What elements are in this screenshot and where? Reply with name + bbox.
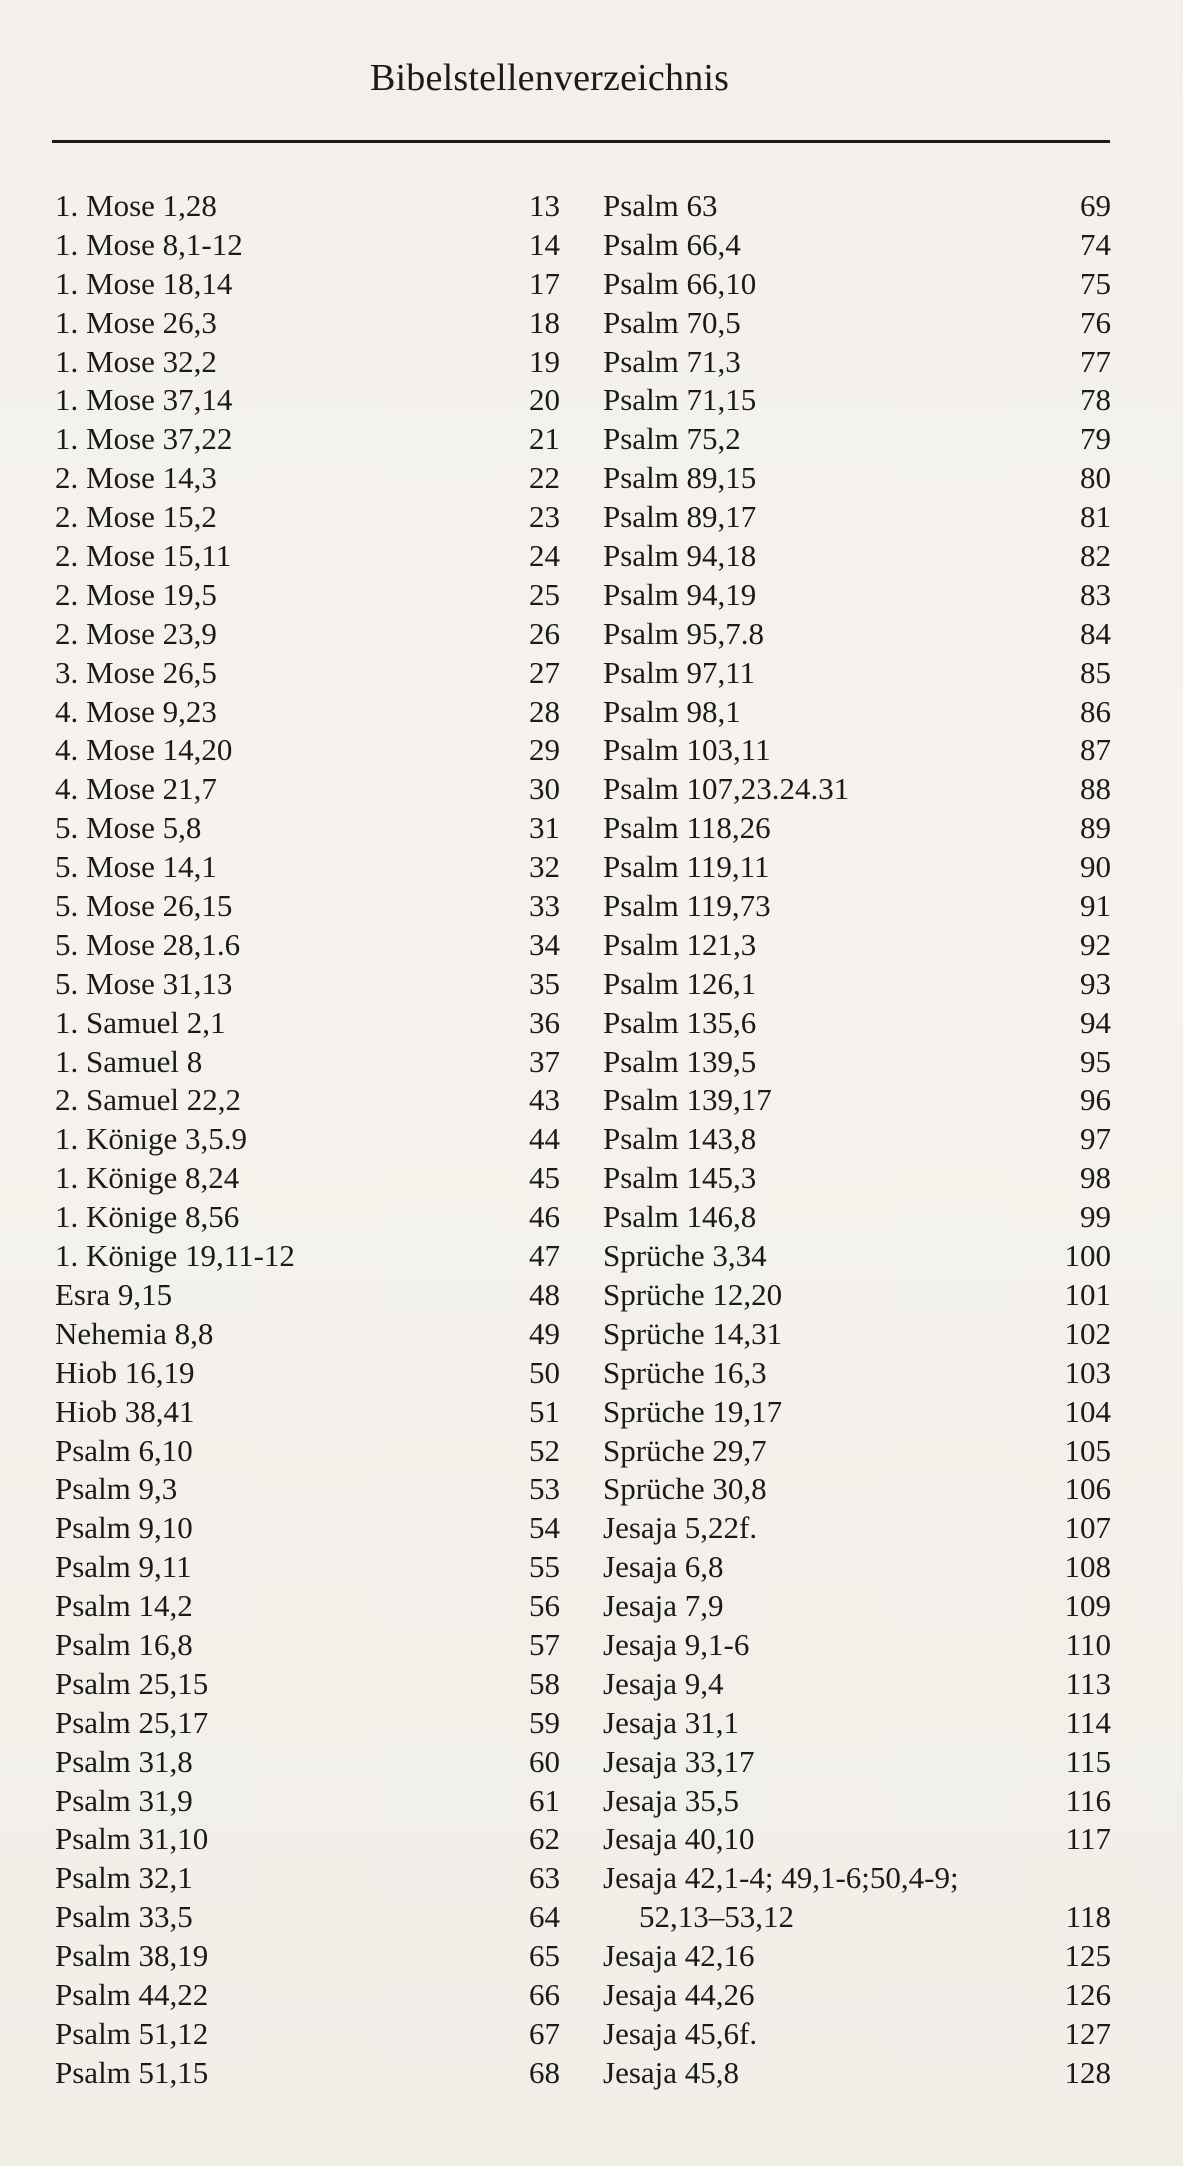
bible-reference: 1. Samuel 8 <box>55 1043 203 1079</box>
page-number: 14 <box>529 226 560 262</box>
index-entry <box>603 2015 1111 2054</box>
index-entry <box>55 1626 560 1665</box>
bible-reference: 2. Samuel 22,2 <box>55 1082 241 1118</box>
bible-reference: Psalm 70,5 <box>603 304 741 340</box>
index-entry <box>603 1782 1111 1821</box>
page-number: 83 <box>1080 576 1111 612</box>
index-entry <box>603 1937 1111 1976</box>
index-entry <box>603 848 1111 887</box>
index-entry <box>603 1432 1111 1471</box>
bible-reference: Psalm 66,4 <box>603 226 741 262</box>
index-entry <box>603 1859 1111 1898</box>
index-entry <box>55 2054 560 2093</box>
bible-reference: Psalm 89,17 <box>603 499 757 535</box>
page-number: 114 <box>1065 1704 1111 1740</box>
index-entry <box>55 1820 560 1859</box>
page-number: 76 <box>1080 304 1111 340</box>
bible-reference: Jesaja 9,4 <box>603 1665 724 1701</box>
index-entry <box>603 965 1111 1004</box>
index-entry <box>55 1548 560 1587</box>
bible-reference: Psalm 95,7.8 <box>603 615 765 651</box>
bible-reference: 2. Mose 15,11 <box>55 538 232 574</box>
page-number: 126 <box>1064 1976 1111 2012</box>
index-entry <box>603 770 1111 809</box>
page-number: 115 <box>1065 1743 1111 1779</box>
bible-reference: Sprüche 12,20 <box>603 1276 783 1312</box>
index-entry <box>55 381 560 420</box>
bible-reference: 1. Mose 37,14 <box>55 382 233 418</box>
index-entry <box>603 809 1111 848</box>
index-entry <box>55 1315 560 1354</box>
page-number: 68 <box>529 2054 560 2090</box>
page-number: 93 <box>1080 965 1111 1001</box>
page-number: 81 <box>1080 499 1111 535</box>
index-entry <box>603 1004 1111 1043</box>
page-number: 62 <box>529 1821 560 1857</box>
bible-reference: Psalm 16,8 <box>55 1626 193 1662</box>
bible-reference: Sprüche 19,17 <box>603 1393 783 1429</box>
page-number: 116 <box>1065 1782 1111 1818</box>
bible-reference: 2. Mose 14,3 <box>55 460 217 496</box>
page-number: 90 <box>1080 849 1111 885</box>
bible-reference: 5. Mose 31,13 <box>55 965 233 1001</box>
index-entry <box>603 615 1111 654</box>
index-entry <box>55 887 560 926</box>
page-number: 104 <box>1064 1393 1111 1429</box>
bible-reference: Sprüche 30,8 <box>603 1471 767 1507</box>
bible-reference: Psalm 9,11 <box>55 1549 192 1585</box>
page-number: 43 <box>529 1082 560 1118</box>
index-entry <box>603 693 1111 732</box>
page-number: 100 <box>1064 1238 1111 1274</box>
page-number: 99 <box>1080 1199 1111 1235</box>
page-number: 80 <box>1080 460 1111 496</box>
bible-reference: Psalm 139,5 <box>603 1043 757 1079</box>
bible-reference: Psalm 143,8 <box>603 1121 757 1157</box>
index-entry <box>603 1354 1111 1393</box>
page-number: 28 <box>529 693 560 729</box>
index-entry <box>603 537 1111 576</box>
page-number: 44 <box>529 1121 560 1157</box>
bible-reference: 3. Mose 26,5 <box>55 654 217 690</box>
page-number: 96 <box>1080 1082 1111 1118</box>
index-entry <box>603 1626 1111 1665</box>
page-number: 89 <box>1080 810 1111 846</box>
index-entry <box>603 498 1111 537</box>
index-entry <box>55 265 560 304</box>
page-number: 17 <box>529 265 560 301</box>
bible-reference: 1. Könige 8,24 <box>55 1160 240 1196</box>
index-entry <box>55 926 560 965</box>
index-entry <box>603 1043 1111 1082</box>
index-entry <box>55 1159 560 1198</box>
page-number: 101 <box>1064 1276 1111 1312</box>
index-entry <box>603 1587 1111 1626</box>
page-number: 32 <box>529 849 560 885</box>
index-entry <box>603 1898 1111 1937</box>
index-entry <box>603 1548 1111 1587</box>
page-number: 91 <box>1080 888 1111 924</box>
bible-reference: Psalm 71,3 <box>603 343 741 379</box>
page-number: 113 <box>1065 1665 1111 1701</box>
index-entry <box>55 1665 560 1704</box>
bible-reference: Sprüche 14,31 <box>603 1315 783 1351</box>
page-number: 54 <box>529 1510 560 1546</box>
index-entry <box>55 187 560 226</box>
page-number: 13 <box>529 188 560 223</box>
index-entry <box>603 381 1111 420</box>
bible-reference: 1. Mose 8,1-12 <box>55 226 243 262</box>
page-number: 103 <box>1064 1354 1111 1390</box>
bible-reference: Hiob 16,19 <box>55 1354 195 1390</box>
index-entry <box>55 693 560 732</box>
bible-reference: Psalm 75,2 <box>603 421 741 457</box>
page-number: 33 <box>529 888 560 924</box>
index-entry <box>55 1937 560 1976</box>
page-number: 26 <box>529 615 560 651</box>
index-entry <box>603 1237 1111 1276</box>
index-entry <box>55 1276 560 1315</box>
index-entry <box>55 1743 560 1782</box>
page-number: 109 <box>1064 1588 1111 1624</box>
index-entry <box>603 1159 1111 1198</box>
index-entry <box>603 926 1111 965</box>
bible-reference: Psalm 118,26 <box>603 810 771 846</box>
bible-reference: Psalm 103,11 <box>603 732 771 768</box>
page-number: 82 <box>1080 538 1111 574</box>
bible-reference: Jesaja 45,6f. <box>603 2015 758 2051</box>
bible-reference: Jesaja 42,16 <box>603 1938 755 1974</box>
bible-reference: Psalm 135,6 <box>603 1004 757 1040</box>
index-entry <box>55 343 560 382</box>
page-number: 27 <box>529 654 560 690</box>
bible-reference: Psalm 107,23.24.31 <box>603 771 850 807</box>
bible-reference: 5. Mose 28,1.6 <box>55 926 241 962</box>
page-number: 107 <box>1064 1510 1111 1546</box>
page-number: 52 <box>529 1432 560 1468</box>
bible-reference: 1. Samuel 2,1 <box>55 1004 226 1040</box>
page-number: 84 <box>1080 615 1111 651</box>
page-number: 105 <box>1064 1432 1111 1468</box>
bible-reference: Psalm 139,17 <box>603 1082 772 1118</box>
page-number: 29 <box>529 732 560 768</box>
bible-reference: Psalm 71,15 <box>603 382 757 418</box>
bible-reference: 1. Könige 8,56 <box>55 1199 240 1235</box>
page-number: 23 <box>529 499 560 535</box>
bible-reference: Psalm 126,1 <box>603 965 757 1001</box>
index-entry <box>603 2054 1111 2093</box>
index-entry <box>603 304 1111 343</box>
index-entry <box>55 1470 560 1509</box>
page-number: 79 <box>1080 421 1111 457</box>
page-number: 87 <box>1080 732 1111 768</box>
bible-reference: Psalm 25,17 <box>55 1704 209 1740</box>
bible-reference: Psalm 121,3 <box>603 926 757 962</box>
bible-reference: 1. Mose 1,28 <box>55 188 217 223</box>
index-entry <box>55 576 560 615</box>
bible-reference: Psalm 33,5 <box>55 1899 193 1935</box>
bible-reference: Psalm 25,15 <box>55 1665 209 1701</box>
index-entry <box>603 343 1111 382</box>
index-entry <box>603 1081 1111 1120</box>
bible-reference: Psalm 119,11 <box>603 849 770 885</box>
page-number: 95 <box>1080 1043 1111 1079</box>
index-entry <box>603 654 1111 693</box>
index-entry <box>55 2015 560 2054</box>
page-number: 47 <box>529 1238 560 1274</box>
bible-reference: Jesaja 45,8 <box>603 2054 740 2090</box>
page-number: 106 <box>1064 1471 1111 1507</box>
bible-reference: Sprüche 3,34 <box>603 1238 767 1274</box>
page-number: 56 <box>529 1588 560 1624</box>
bible-reference: 2. Mose 19,5 <box>55 576 217 612</box>
bible-reference: 2. Mose 15,2 <box>55 499 217 535</box>
index-entry <box>55 1120 560 1159</box>
bible-reference: 52,13–53,12 <box>639 1899 794 1935</box>
index-entry <box>55 770 560 809</box>
bible-reference: Psalm 9,3 <box>55 1471 178 1507</box>
index-entry <box>55 809 560 848</box>
index-entry <box>55 1043 560 1082</box>
bible-reference: Jesaja 35,5 <box>603 1782 740 1818</box>
bible-reference: Psalm 94,19 <box>603 576 757 612</box>
bible-reference: 1. Mose 37,22 <box>55 421 233 457</box>
bible-reference: Sprüche 29,7 <box>603 1432 767 1468</box>
bible-reference: 5. Mose 26,15 <box>55 888 233 924</box>
index-entry <box>55 498 560 537</box>
index-entry <box>55 1354 560 1393</box>
index-entry <box>55 1081 560 1120</box>
index-entry <box>603 1470 1111 1509</box>
page-number: 75 <box>1080 265 1111 301</box>
index-entry <box>603 1120 1111 1159</box>
page-number: 78 <box>1080 382 1111 418</box>
index-entry <box>603 265 1111 304</box>
page-number: 48 <box>529 1276 560 1312</box>
page-number: 37 <box>529 1043 560 1079</box>
bible-reference: Jesaja 5,22f. <box>603 1510 758 1546</box>
page-number: 108 <box>1064 1549 1111 1585</box>
page-title: Bibelstellenverzeichnis <box>370 57 730 99</box>
page-number: 127 <box>1064 2015 1111 2051</box>
bible-reference: Hiob 38,41 <box>55 1393 195 1429</box>
index-entry <box>55 537 560 576</box>
page-number: 77 <box>1080 343 1111 379</box>
bible-reference: Jesaja 40,10 <box>603 1821 755 1857</box>
index-entry <box>55 1859 560 1898</box>
index-entry <box>603 1198 1111 1237</box>
bible-reference: Psalm 63 <box>603 188 718 223</box>
page-number: 46 <box>529 1199 560 1235</box>
bible-reference: Psalm 145,3 <box>603 1160 757 1196</box>
left-column <box>55 187 560 2093</box>
index-entry <box>603 1665 1111 1704</box>
page-number: 50 <box>529 1354 560 1390</box>
page-number: 31 <box>529 810 560 846</box>
bible-reference: Psalm 44,22 <box>55 1976 209 2012</box>
bible-reference: 5. Mose 5,8 <box>55 810 202 846</box>
index-entry <box>55 1432 560 1471</box>
index-entry <box>55 1898 560 1937</box>
bible-reference: 2. Mose 23,9 <box>55 615 217 651</box>
page-number: 58 <box>529 1665 560 1701</box>
bible-reference: 1. Mose 26,3 <box>55 304 217 340</box>
bible-reference: Jesaja 7,9 <box>603 1588 724 1624</box>
bible-reference: Nehemia 8,8 <box>55 1315 214 1351</box>
bible-reference: Psalm 66,10 <box>603 265 757 301</box>
page-number: 21 <box>529 421 560 457</box>
page-number: 55 <box>529 1549 560 1585</box>
index-entry <box>55 1393 560 1432</box>
page-number: 117 <box>1065 1821 1111 1857</box>
page-number: 110 <box>1065 1626 1111 1662</box>
page-number: 64 <box>529 1899 560 1935</box>
index-entry <box>603 731 1111 770</box>
page-number: 66 <box>529 1976 560 2012</box>
page-number: 19 <box>529 343 560 379</box>
bible-reference: Jesaja 31,1 <box>603 1704 740 1740</box>
page-number: 74 <box>1080 226 1111 262</box>
bible-reference: Psalm 89,15 <box>603 460 757 496</box>
page-number: 128 <box>1064 2054 1111 2090</box>
page-number: 86 <box>1080 693 1111 729</box>
bible-reference: 4. Mose 14,20 <box>55 732 233 768</box>
index-entry <box>603 1743 1111 1782</box>
index-entry <box>55 654 560 693</box>
bible-reference: Psalm 51,12 <box>55 2015 209 2051</box>
page-number: 59 <box>529 1704 560 1740</box>
index-entry <box>603 1276 1111 1315</box>
index-entry <box>55 731 560 770</box>
bible-reference: 4. Mose 9,23 <box>55 693 217 729</box>
index-entry <box>603 1315 1111 1354</box>
index-entry <box>55 1004 560 1043</box>
right-column <box>603 187 1111 2093</box>
bible-reference: Psalm 31,9 <box>55 1782 193 1818</box>
bible-reference: 1. Mose 32,2 <box>55 343 217 379</box>
page-number: 88 <box>1080 771 1111 807</box>
index-entry <box>55 1782 560 1821</box>
index-entry <box>603 187 1111 226</box>
index-entry <box>55 226 560 265</box>
page-number: 67 <box>529 2015 560 2051</box>
index-entry <box>603 459 1111 498</box>
bible-reference: Jesaja 33,17 <box>603 1743 755 1779</box>
bible-reference: 1. Könige 19,11-12 <box>55 1238 295 1274</box>
page-number: 63 <box>529 1860 560 1896</box>
index-entry <box>55 420 560 459</box>
page-number: 94 <box>1080 1004 1111 1040</box>
index-entry <box>55 1976 560 2015</box>
index-entry <box>603 1976 1111 2015</box>
page-number: 102 <box>1064 1315 1111 1351</box>
index-entry <box>603 226 1111 265</box>
bible-reference: Sprüche 16,3 <box>603 1354 767 1390</box>
page-number: 51 <box>529 1393 560 1429</box>
page-number: 53 <box>529 1471 560 1507</box>
page-number: 69 <box>1080 188 1111 223</box>
index-entry <box>55 1704 560 1743</box>
page-number: 22 <box>529 460 560 496</box>
index-entry <box>603 1393 1111 1432</box>
index-entry <box>55 1587 560 1626</box>
page-number: 20 <box>529 382 560 418</box>
index-entry <box>55 1237 560 1276</box>
bible-reference: Psalm 146,8 <box>603 1199 757 1235</box>
index-entry <box>55 965 560 1004</box>
index-entry <box>55 1198 560 1237</box>
index-entry <box>55 304 560 343</box>
bible-reference: Jesaja 44,26 <box>603 1976 755 2012</box>
bible-reference: Psalm 98,1 <box>603 693 741 729</box>
page-number: 57 <box>529 1626 560 1662</box>
bible-reference: Psalm 38,19 <box>55 1938 209 1974</box>
bible-reference: Psalm 9,10 <box>55 1510 193 1546</box>
bible-reference: Esra 9,15 <box>55 1276 173 1312</box>
bible-reference: Psalm 94,18 <box>603 538 757 574</box>
bible-reference: 4. Mose 21,7 <box>55 771 217 807</box>
index-entry <box>603 1820 1111 1859</box>
page-number: 25 <box>529 576 560 612</box>
index-entry <box>55 459 560 498</box>
page-number: 97 <box>1080 1121 1111 1157</box>
page-number: 60 <box>529 1743 560 1779</box>
page-number: 98 <box>1080 1160 1111 1196</box>
page-number: 85 <box>1080 654 1111 690</box>
index-entry <box>603 1509 1111 1548</box>
page-number: 18 <box>529 304 560 340</box>
page-number: 61 <box>529 1782 560 1818</box>
bible-reference: 1. Könige 3,5.9 <box>55 1121 248 1157</box>
bible-reference: 5. Mose 14,1 <box>55 849 217 885</box>
index-entry <box>55 848 560 887</box>
bible-reference: Psalm 6,10 <box>55 1432 193 1468</box>
bible-reference: 1. Mose 18,14 <box>55 265 233 301</box>
index-entry <box>603 576 1111 615</box>
page-number: 118 <box>1065 1899 1111 1935</box>
bible-reference: Psalm 31,8 <box>55 1743 193 1779</box>
page-number: 24 <box>529 538 560 574</box>
bible-reference: Psalm 119,73 <box>603 888 771 924</box>
page-number: 125 <box>1064 1938 1111 1974</box>
index-entry <box>603 420 1111 459</box>
bible-reference: Jesaja 6,8 <box>603 1549 724 1585</box>
page-number: 34 <box>529 926 560 962</box>
bible-reference: Psalm 31,10 <box>55 1821 209 1857</box>
index-entry <box>55 615 560 654</box>
page-number: 30 <box>529 771 560 807</box>
bible-reference: Jesaja 9,1-6 <box>603 1626 750 1662</box>
bible-reference: Psalm 97,11 <box>603 654 756 690</box>
bible-reference: Psalm 32,1 <box>55 1860 193 1896</box>
page-number: 49 <box>529 1315 560 1351</box>
page-number: 36 <box>529 1004 560 1040</box>
index-entry <box>55 1509 560 1548</box>
page-number: 45 <box>529 1160 560 1196</box>
page-number: 35 <box>529 965 560 1001</box>
title-rule <box>52 140 1110 143</box>
page-number: 92 <box>1080 926 1111 962</box>
bible-reference: Psalm 14,2 <box>55 1588 193 1624</box>
index-entry <box>603 1704 1111 1743</box>
page-number: 65 <box>529 1938 560 1974</box>
bible-reference: Psalm 51,15 <box>55 2054 209 2090</box>
bible-reference: Jesaja 42,1-4; 49,1-6;50,4-9; <box>603 1860 959 1896</box>
index-entry <box>603 887 1111 926</box>
